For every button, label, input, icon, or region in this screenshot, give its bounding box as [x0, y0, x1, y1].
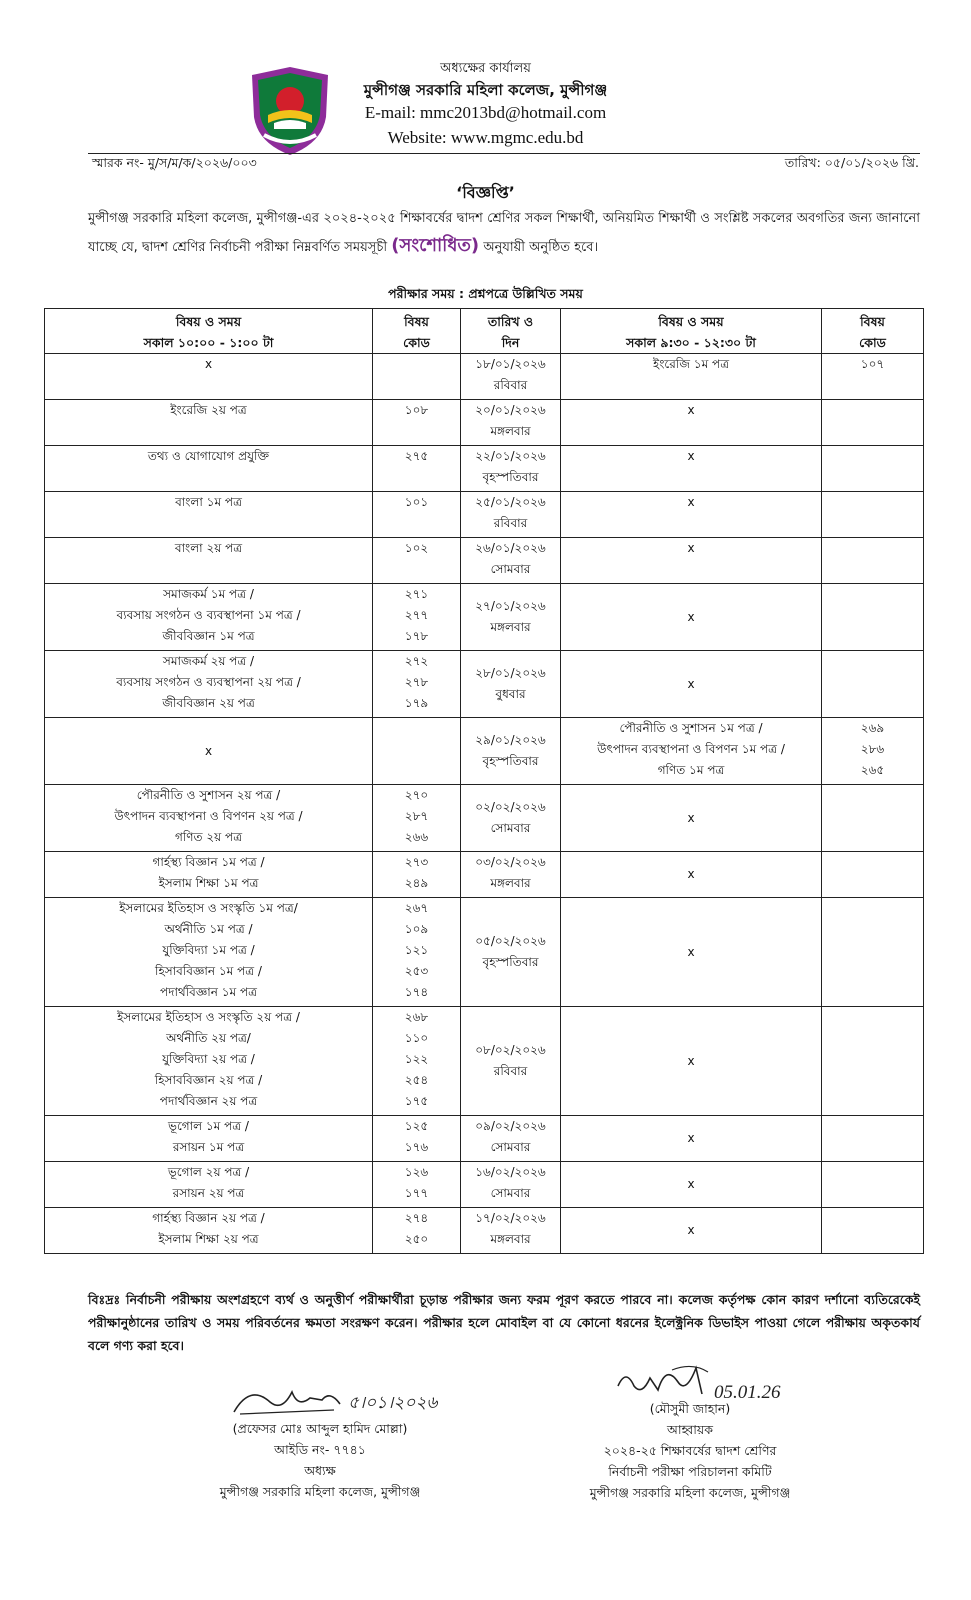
morning-code-cell-line: ১৭৭	[404, 1186, 429, 1200]
morning-subject-cell-line: ইংরেজি ২য় পত্র	[170, 403, 247, 417]
afternoon-subject-cell	[561, 1007, 822, 1116]
morning-subject-cell-line: গার্হস্থ্য বিজ্ঞান ১ম পত্র /	[152, 855, 265, 869]
afternoon-subject-cell-line: x	[687, 609, 695, 624]
exam-schedule-table	[44, 308, 924, 1254]
morning-subject-cell-line: জীববিজ্ঞান ১ম পত্র	[162, 629, 255, 643]
exam-date: ০৯/০২/২০২৬	[475, 1119, 546, 1133]
convener-signature-block	[520, 1398, 860, 1503]
morning-code-cell-line: ২৭৮	[404, 675, 429, 689]
date-day-cell	[461, 898, 561, 1007]
exam-day: বৃহস্পতিবার	[482, 470, 539, 484]
morning-subject-cell-line: গণিত ২য় পত্র	[174, 830, 243, 844]
exam-day: বৃহস্পতিবার	[482, 955, 539, 969]
morning-subject-cell	[45, 852, 373, 898]
morning-code-cell	[373, 718, 461, 785]
afternoon-subject-cell-line: গণিত ১ম পত্র	[657, 763, 725, 777]
afternoon-subject-cell	[561, 538, 822, 584]
morning-subject-cell	[45, 492, 373, 538]
date-day-cell	[461, 354, 561, 400]
morning-subject-cell	[45, 1208, 373, 1254]
afternoon-code-cell-line: ২৬৯	[860, 721, 885, 735]
morning-subject-cell	[45, 785, 373, 852]
afternoon-subject-cell	[561, 785, 822, 852]
afternoon-subject-cell-line: x	[687, 541, 695, 555]
exam-date: ২৭/০১/২০২৬	[475, 599, 546, 613]
exam-schedule-body	[45, 354, 924, 1254]
afternoon-code-cell	[822, 446, 924, 492]
convener-line1: ২০২৪-২৫ শিক্ষাবর্ষের দ্বাদশ শ্রেণির	[603, 1443, 777, 1458]
afternoon-subject-cell-line: পৌরনীতি ও সুশাসন ১ম পত্র /	[619, 721, 763, 735]
exam-day: রবিবার	[493, 1064, 528, 1078]
morning-subject-cell-line: যুক্তিবিদ্যা ১ম পত্র /	[162, 943, 255, 957]
principal-sign-date: ৫।০১।২০২৬	[348, 1393, 438, 1413]
morning-code-cell	[373, 898, 461, 1007]
afternoon-subject-cell-line: x	[687, 495, 695, 509]
morning-subject-cell-line: পদার্থবিজ্ঞান ২য় পত্র	[159, 1094, 258, 1108]
principal-signature-block	[150, 1418, 490, 1502]
morning-subject-cell-line: পদার্থবিজ্ঞান ১ম পত্র	[160, 985, 257, 999]
table-row	[45, 718, 924, 785]
afternoon-code-cell	[822, 1007, 924, 1116]
exam-day: সোমবার	[490, 1186, 531, 1200]
morning-subject-cell	[45, 354, 373, 400]
afternoon-subject-cell-line: x	[687, 449, 695, 463]
morning-code-cell-line: ১৭৯	[404, 696, 429, 710]
afternoon-code-cell	[822, 1208, 924, 1254]
header-code-right-l1: বিষয়	[860, 314, 885, 329]
afternoon-subject-cell	[561, 898, 822, 1007]
morning-code-cell-line: ২৬৬	[404, 830, 429, 844]
morning-subject-cell-line: রসায়ন ১ম পত্র	[172, 1140, 245, 1154]
date-day-cell	[461, 1116, 561, 1162]
afternoon-subject-cell-line: x	[687, 944, 695, 959]
letterhead	[0, 55, 971, 165]
afternoon-subject-cell-line: x	[687, 1177, 695, 1191]
morning-subject-cell-line: x	[204, 743, 213, 758]
important-note: বিঃদ্রঃ নির্বাচনী পরীক্ষায় অংশগ্রহণে ব্যর্থ ও অনুত্তীর্ণ পরীক্ষার্থীরা চূড়ান্ত পরীক্ষার জন্য ফরম পূরণ করতে পারবে না। কলেজ কর্তৃপক্ষ কোন কারণ দর্শানো ব্যতিরেকেই পরীক্ষানুষ্ঠানের তারিখ ও সময় পরিবর্তনের ক্ষমতা সংরক্ষণ করেন। পরীক্ষার হলে মোবাইল বা যে কোনো ধরনের ইলেক্ট্রনিক ডিভাইস পাওয়া গেলে পরীক্ষায় অকৃতকার্য বলে গণ্য করা হবে।	[88, 1292, 920, 1353]
table-row	[45, 492, 924, 538]
college-website: Website: www.mgmc.edu.bd	[387, 128, 584, 147]
morning-subject-cell	[45, 1007, 373, 1116]
exam-date: ১৬/০২/২০২৬	[475, 1165, 546, 1179]
morning-code-cell-line: ২৬৮	[404, 1010, 429, 1024]
morning-subject-cell-line: পৌরনীতি ও সুশাসন ২য় পত্র /	[136, 788, 281, 802]
morning-subject-cell	[45, 651, 373, 718]
morning-code-cell-line: ২৭১	[404, 587, 429, 601]
morning-code-cell	[373, 785, 461, 852]
morning-code-cell-line: ১১০	[404, 1031, 429, 1045]
morning-code-cell-line: ১৭৮	[404, 629, 429, 643]
header-code-left-l1: বিষয়	[404, 314, 429, 329]
table-row	[45, 785, 924, 852]
morning-code-cell-line: ১৭৬	[404, 1140, 429, 1154]
morning-code-cell-line: ১০১	[404, 495, 429, 509]
morning-subject-cell-line: ইসলামের ইতিহাস ও সংস্কৃতি ২য় পত্র /	[117, 1010, 300, 1024]
table-row	[45, 584, 924, 651]
date-day-cell	[461, 1208, 561, 1254]
afternoon-subject-cell-line: ইংরেজি ১ম পত্র	[652, 357, 730, 371]
morning-subject-cell-line: ইসলাম শিক্ষা ১ম পত্র	[158, 876, 259, 890]
notice-body-part1: মুন্সীগঞ্জ সরকারি মহিলা কলেজ, মুন্সীগঞ্জ-এর ২০২৪-২০২৫ শিক্ষাবর্ষের দ্বাদশ শ্রেণির সকল শিক্ষার্থী, অনিয়মিত শিক্ষার্থী ও সংশ্লিষ্ট সকলের অবগতির জন্য জানানো যাচ্ছে যে, দ্বাদশ শ্রেণির নির্বাচনী পরীক্ষা নিম্নবর্ণিত সময়সূচী	[88, 211, 920, 255]
morning-code-cell-line: ২৭২	[404, 654, 429, 668]
afternoon-subject-cell	[561, 1162, 822, 1208]
exam-date: ২৯/০১/২০২৬	[475, 733, 546, 747]
office-title: অধ্যক্ষের কার্যালয়	[440, 61, 531, 76]
revised-label: (সংশোধিত)	[391, 235, 480, 256]
exam-day: সোমবার	[490, 562, 531, 576]
exam-date: ২২/০১/২০২৬	[475, 449, 546, 463]
exam-day: মঙ্গলবার	[490, 424, 531, 438]
afternoon-subject-cell	[561, 852, 822, 898]
exam-day: রবিবার	[493, 378, 528, 392]
morning-subject-cell-line: ব্যবসায় সংগঠন ও ব্যবস্থাপনা ১ম পত্র /	[116, 608, 301, 622]
afternoon-code-cell	[822, 718, 924, 785]
morning-subject-cell-line: সমাজকর্ম ১ম পত্র /	[163, 587, 254, 601]
morning-subject-cell-line: জীববিজ্ঞান ২য় পত্র	[162, 696, 255, 710]
header-afternoon-subject	[561, 309, 822, 354]
morning-code-cell-line: ২৫৪	[404, 1073, 429, 1087]
morning-code-cell-line: ১২৫	[404, 1119, 429, 1133]
header-code-left-l2: কোড	[403, 335, 430, 350]
morning-code-cell-line: ১০২	[404, 541, 429, 555]
morning-subject-cell-line: অর্থনীতি ১ম পত্র /	[164, 922, 253, 936]
header-code-left	[373, 309, 461, 354]
afternoon-code-cell-line: ২৬৫	[860, 763, 885, 777]
morning-code-cell-line: ২৭৪	[404, 1211, 429, 1225]
header-afternoon-subject-label: বিষয় ও সময়	[658, 314, 724, 329]
date-day-cell	[461, 492, 561, 538]
morning-code-cell-line: ২৭৫	[404, 449, 429, 463]
afternoon-subject-cell	[561, 354, 822, 400]
morning-code-cell-line: ২৪৯	[404, 876, 429, 890]
afternoon-subject-cell	[561, 651, 822, 718]
exam-time-note: পরীক্ষার সময় : প্রশ্নপত্রে উল্লিখিত সময়	[388, 286, 583, 301]
exam-date: ০৮/০২/২০২৬	[475, 1043, 546, 1057]
morning-subject-cell-line: বাংলা ১ম পত্র	[175, 495, 242, 509]
convener-line2: নির্বাচনী পরীক্ষা পরিচালনা কমিটি	[608, 1464, 772, 1479]
issue-date: তারিখ: ০৫/০১/২০২৬ খ্রি.	[784, 155, 919, 170]
morning-code-cell	[373, 1208, 461, 1254]
morning-subject-cell-line: গার্হস্থ্য বিজ্ঞান ২য় পত্র /	[152, 1211, 265, 1225]
morning-code-cell-line: ২৬৭	[404, 901, 429, 915]
afternoon-subject-cell-line: x	[687, 867, 695, 881]
morning-code-cell	[373, 538, 461, 584]
exam-day: সোমবার	[490, 821, 531, 835]
morning-code-cell	[373, 651, 461, 718]
morning-subject-cell	[45, 718, 373, 785]
table-row	[45, 400, 924, 446]
morning-code-cell	[373, 446, 461, 492]
morning-code-cell	[373, 1162, 461, 1208]
header-date-label: তারিখ ও	[487, 314, 534, 329]
header-afternoon-time: সকাল ৯:৩০ - ১২:৩০ টা	[626, 335, 756, 350]
morning-code-cell-line: ২৫০	[404, 1232, 429, 1246]
exam-date: ২৫/০১/২০২৬	[475, 495, 546, 509]
date-day-cell	[461, 785, 561, 852]
header-morning-subject-label: বিষয় ও সময়	[175, 314, 242, 329]
header-morning-time: সকাল ১০:০০ - ১:০০ টা	[143, 335, 274, 350]
morning-subject-cell	[45, 400, 373, 446]
exam-day: সোমবার	[490, 1140, 531, 1154]
college-email: E-mail: mmc2013bd@hotmail.com	[364, 103, 607, 122]
table-row	[45, 1116, 924, 1162]
exam-date: ০৩/০২/২০২৬	[475, 855, 546, 869]
afternoon-code-cell	[822, 852, 924, 898]
header-day-label: দিন	[501, 335, 520, 350]
morning-subject-cell-line: ভূগোল ১ম পত্র /	[168, 1119, 249, 1133]
afternoon-subject-cell	[561, 446, 822, 492]
memo-number: স্মারক নং- মু/স/ম/ক/২০২৬/০০৩	[92, 155, 257, 170]
morning-code-cell	[373, 584, 461, 651]
exam-date: ১৭/০২/২০২৬	[475, 1211, 546, 1225]
date-day-cell	[461, 584, 561, 651]
morning-subject-cell-line: বাংলা ২য় পত্র	[174, 541, 243, 555]
morning-subject-cell-line: সমাজকর্ম ২য় পত্র /	[162, 654, 255, 668]
morning-code-cell	[373, 354, 461, 400]
afternoon-code-cell	[822, 1162, 924, 1208]
table-row	[45, 852, 924, 898]
morning-code-cell	[373, 400, 461, 446]
table-row	[45, 1007, 924, 1116]
morning-code-cell-line: ২৭৭	[404, 608, 429, 622]
morning-code-cell-line: ২৫৩	[404, 964, 429, 978]
exam-day: মঙ্গলবার	[490, 620, 531, 634]
exam-date: ২৬/০১/২০২৬	[475, 541, 546, 555]
exam-day: বৃহস্পতিবার	[482, 754, 539, 768]
morning-code-cell-line: ১২৬	[404, 1165, 429, 1179]
afternoon-code-cell	[822, 584, 924, 651]
morning-subject-cell-line: ব্যবসায় সংগঠন ও ব্যবস্থাপনা ২য় পত্র /	[116, 675, 301, 689]
convener-sign-date: 05.01.26	[714, 1382, 781, 1403]
afternoon-code-cell	[822, 354, 924, 400]
date-day-cell	[461, 852, 561, 898]
morning-code-cell	[373, 492, 461, 538]
exam-date: ২০/০১/২০২৬	[475, 403, 546, 417]
principal-institution: মুন্সীগঞ্জ সরকারি মহিলা কলেজ, মুন্সীগঞ্জ	[219, 1484, 421, 1499]
afternoon-code-cell-line: ২৮৬	[860, 742, 885, 756]
morning-subject-cell	[45, 584, 373, 651]
afternoon-code-cell	[822, 651, 924, 718]
date-day-cell	[461, 1162, 561, 1208]
afternoon-code-cell	[822, 538, 924, 584]
morning-subject-cell-line: যুক্তিবিদ্যা ২য় পত্র /	[162, 1052, 255, 1066]
morning-code-cell-line: ১৭৪	[404, 985, 429, 999]
principal-signature-icon	[230, 1378, 460, 1422]
table-header-row	[45, 309, 924, 354]
convener-role: আহ্বায়ক	[667, 1422, 713, 1437]
date-day-cell	[461, 1007, 561, 1116]
afternoon-subject-cell-line: x	[687, 810, 695, 825]
morning-code-cell-line: ১৭৫	[404, 1094, 429, 1108]
morning-code-cell-line: ২৭৩	[404, 855, 429, 869]
morning-subject-cell	[45, 898, 373, 1007]
morning-code-cell	[373, 1007, 461, 1116]
morning-subject-cell-line: তথ্য ও যোগাযোগ প্রযুক্তি	[147, 449, 270, 463]
morning-subject-cell-line: ভূগোল ২য় পত্র /	[167, 1165, 250, 1179]
header-morning-subject	[45, 309, 373, 354]
afternoon-code-cell	[822, 1116, 924, 1162]
morning-subject-cell-line: হিসাববিজ্ঞান ১ম পত্র /	[155, 964, 262, 978]
exam-day: রবিবার	[493, 516, 528, 530]
afternoon-subject-cell	[561, 1208, 822, 1254]
afternoon-code-cell	[822, 400, 924, 446]
afternoon-code-cell	[822, 492, 924, 538]
afternoon-subject-cell	[561, 718, 822, 785]
morning-subject-cell-line: ইসলাম শিক্ষা ২য় পত্র	[158, 1232, 259, 1246]
afternoon-subject-cell-line: x	[687, 1223, 695, 1237]
convener-name: (মৌসুমী জাহান)	[649, 1401, 731, 1416]
exam-day: বুধবার	[495, 687, 526, 701]
morning-subject-cell	[45, 446, 373, 492]
convener-institution: মুন্সীগঞ্জ সরকারি মহিলা কলেজ, মুন্সীগঞ্জ	[589, 1485, 791, 1500]
morning-subject-cell-line: হিসাববিজ্ঞান ২য় পত্র /	[154, 1073, 263, 1087]
afternoon-subject-cell	[561, 492, 822, 538]
principal-designation: অধ্যক্ষ	[304, 1463, 336, 1478]
morning-subject-cell	[45, 1162, 373, 1208]
afternoon-subject-cell-line: x	[687, 676, 695, 691]
college-name: মুন্সীগঞ্জ সরকারি মহিলা কলেজ, মুন্সীগঞ্জ	[363, 81, 608, 99]
afternoon-subject-cell	[561, 1116, 822, 1162]
morning-code-cell-line: ১২২	[404, 1052, 429, 1066]
afternoon-code-cell-line: ১০৭	[860, 357, 885, 371]
notice-body-part2: অনুযায়ী অনুষ্ঠিত হবে।	[483, 240, 599, 255]
afternoon-code-cell	[822, 785, 924, 852]
table-row	[45, 446, 924, 492]
date-day-cell	[461, 400, 561, 446]
date-day-cell	[461, 718, 561, 785]
header-code-right	[822, 309, 924, 354]
principal-name: (প্রফেসর মোঃ আব্দুল হামিদ মোল্লা)	[232, 1421, 408, 1436]
notice-body	[88, 205, 920, 261]
header-date-day	[461, 309, 561, 354]
afternoon-code-cell	[822, 898, 924, 1007]
morning-subject-cell-line: x	[204, 357, 213, 371]
morning-code-cell-line: ১০৮	[404, 403, 429, 417]
afternoon-subject-cell-line: x	[687, 1131, 695, 1145]
morning-code-cell	[373, 1116, 461, 1162]
morning-code-cell-line: ১২১	[404, 943, 429, 957]
morning-subject-cell-line: উৎপাদন ব্যবস্থাপনা ও বিপণন ২য় পত্র /	[114, 809, 303, 823]
morning-subject-cell	[45, 1116, 373, 1162]
table-row	[45, 1208, 924, 1254]
exam-day: মঙ্গলবার	[490, 1232, 531, 1246]
morning-code-cell	[373, 852, 461, 898]
exam-date: ০২/০২/২০২৬	[475, 800, 546, 814]
afternoon-subject-cell	[561, 400, 822, 446]
notice-title: ‘বিজ্ঞপ্তি’	[456, 183, 515, 202]
exam-day: মঙ্গলবার	[490, 876, 531, 890]
exam-date: ০৫/০২/২০২৬	[475, 934, 546, 948]
morning-subject-cell-line: রসায়ন ২য় পত্র	[172, 1186, 245, 1200]
afternoon-subject-cell	[561, 584, 822, 651]
date-day-cell	[461, 446, 561, 492]
morning-subject-cell-line: ইসলামের ইতিহাস ও সংস্কৃতি ১ম পত্র/	[119, 901, 298, 915]
exam-date: ১৮/০১/২০২৬	[475, 357, 546, 371]
morning-code-cell-line: ২৮৭	[404, 809, 429, 823]
afternoon-subject-cell-line: উৎপাদন ব্যবস্থাপনা ও বিপণন ১ম পত্র /	[597, 742, 785, 756]
exam-date: ২৮/০১/২০২৬	[475, 666, 546, 680]
header-divider	[88, 153, 920, 154]
table-row	[45, 651, 924, 718]
header-code-right-l2: কোড	[859, 335, 886, 350]
date-day-cell	[461, 651, 561, 718]
morning-subject-cell	[45, 538, 373, 584]
table-row	[45, 1162, 924, 1208]
table-row	[45, 538, 924, 584]
morning-subject-cell-line: অর্থনীতি ২য় পত্র/	[166, 1031, 251, 1045]
morning-code-cell-line: ২৭০	[404, 788, 429, 802]
table-row	[45, 898, 924, 1007]
table-row	[45, 354, 924, 400]
principal-id: আইডি নং- ৭৭৪১	[274, 1442, 366, 1457]
morning-code-cell-line: ১০৯	[404, 922, 429, 936]
afternoon-subject-cell-line: x	[687, 403, 695, 417]
afternoon-subject-cell-line: x	[687, 1053, 695, 1068]
date-day-cell	[461, 538, 561, 584]
